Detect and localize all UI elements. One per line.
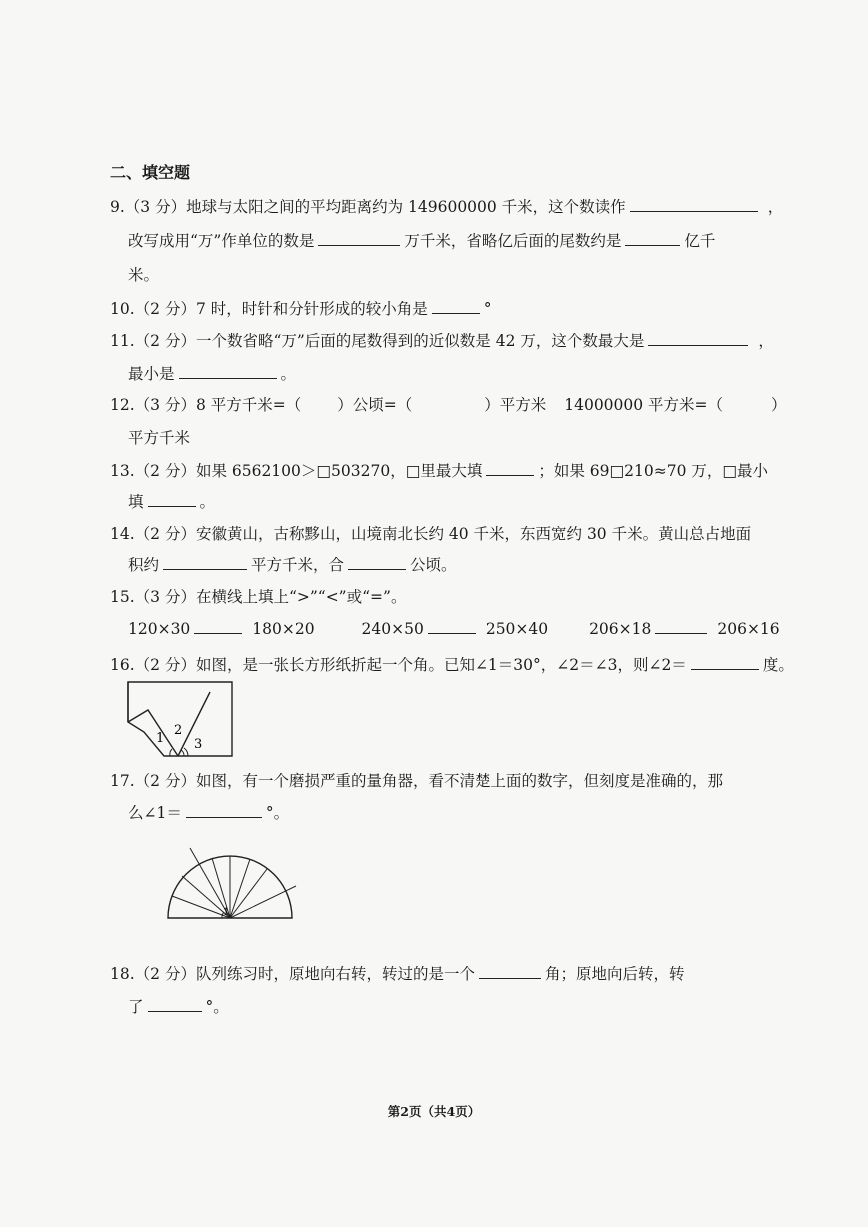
protractor-figure bbox=[160, 846, 300, 924]
question-14-line-2: 积约 平方千米，合 公顷。 bbox=[128, 556, 457, 574]
answer-blank[interactable] bbox=[630, 197, 758, 212]
answer-blank[interactable] bbox=[691, 655, 759, 670]
answer-blank[interactable] bbox=[194, 619, 242, 634]
angle-1-label: 1 bbox=[156, 731, 165, 746]
question-18-line-2: 了 °。 bbox=[128, 998, 229, 1016]
question-12-line-1: 12.（3 分）8 平方千米=（ ）公顷=（ ）平方米 14000000 平方米=（ ） bbox=[110, 396, 787, 414]
answer-blank[interactable] bbox=[486, 461, 534, 476]
answer-blank[interactable] bbox=[163, 555, 247, 570]
section-title: 二、填空题 bbox=[110, 163, 191, 182]
question-10: 10.（2 分）7 时，时针和分针形成的较小角是 ° bbox=[110, 300, 492, 318]
question-13-line-2: 填 。 bbox=[128, 493, 216, 511]
question-15-title: 15.（3 分）在横线上填上“>”“<”或“=”。 bbox=[110, 588, 407, 606]
answer-blank[interactable] bbox=[648, 331, 748, 346]
question-15-expressions: 120×30 180×20 240×50 250×40 206×18 206×16 bbox=[128, 620, 780, 638]
folded-paper-figure bbox=[120, 676, 240, 760]
answer-blank[interactable] bbox=[348, 555, 406, 570]
answer-blank[interactable] bbox=[148, 492, 196, 507]
question-14-line-1: 14.（2 分）安徽黄山，古称黟山，山境南北长约 40 千米，东西宽约 30 千米。黄山总占地面 bbox=[110, 525, 752, 543]
answer-blank[interactable] bbox=[655, 619, 707, 634]
question-17-line-1: 17.（2 分）如图，有一个磨损严重的量角器，看不清楚上面的数字，但刻度是准确的，那 bbox=[110, 772, 723, 790]
question-12-line-2: 平方千米 bbox=[128, 429, 191, 447]
question-9-line-3: 米。 bbox=[128, 266, 160, 284]
page-footer: 第2页（共4页） bbox=[387, 1104, 481, 1119]
answer-blank[interactable] bbox=[179, 364, 277, 379]
question-17-line-2: 么∠1＝ °。 bbox=[128, 804, 290, 822]
angle-3-label: 3 bbox=[194, 737, 203, 752]
question-11-line-2: 最小是 。 bbox=[128, 365, 297, 383]
answer-blank[interactable] bbox=[318, 231, 400, 246]
question-13-line-1: 13.（2 分）如果 6562100＞□503270，□里最大填 ；如果 69□210≈70 万，□最小 bbox=[110, 462, 769, 480]
answer-blank[interactable] bbox=[148, 997, 202, 1012]
question-11-line-1: 11.（2 分）一个数省略“万”后面的尾数得到的近似数是 42 万，这个数最大是 ， bbox=[110, 332, 774, 350]
answer-blank[interactable] bbox=[479, 964, 541, 979]
question-18-line-1: 18.（2 分）队列练习时，原地向右转，转过的是一个 角；原地向后转，转 bbox=[110, 965, 685, 983]
angle-2-label: 2 bbox=[174, 723, 183, 738]
question-9-line-1: 9.（3 分）地球与太阳之间的平均距离约为 149600000 千米，这个数读作 ， bbox=[110, 198, 784, 216]
answer-blank[interactable] bbox=[432, 299, 480, 314]
answer-blank[interactable] bbox=[186, 803, 262, 818]
answer-blank[interactable] bbox=[428, 619, 476, 634]
question-16: 16.（2 分）如图，是一张长方形纸折起一个角。已知∠1＝30°，∠2＝∠3，则∠2＝ 度。 bbox=[110, 656, 794, 674]
question-9-line-2: 改写成用“万”作单位的数是 万千米，省略亿后面的尾数约是 亿千 bbox=[128, 232, 716, 250]
answer-blank[interactable] bbox=[625, 231, 680, 246]
protractor-angle-label: 1 bbox=[223, 907, 230, 918]
